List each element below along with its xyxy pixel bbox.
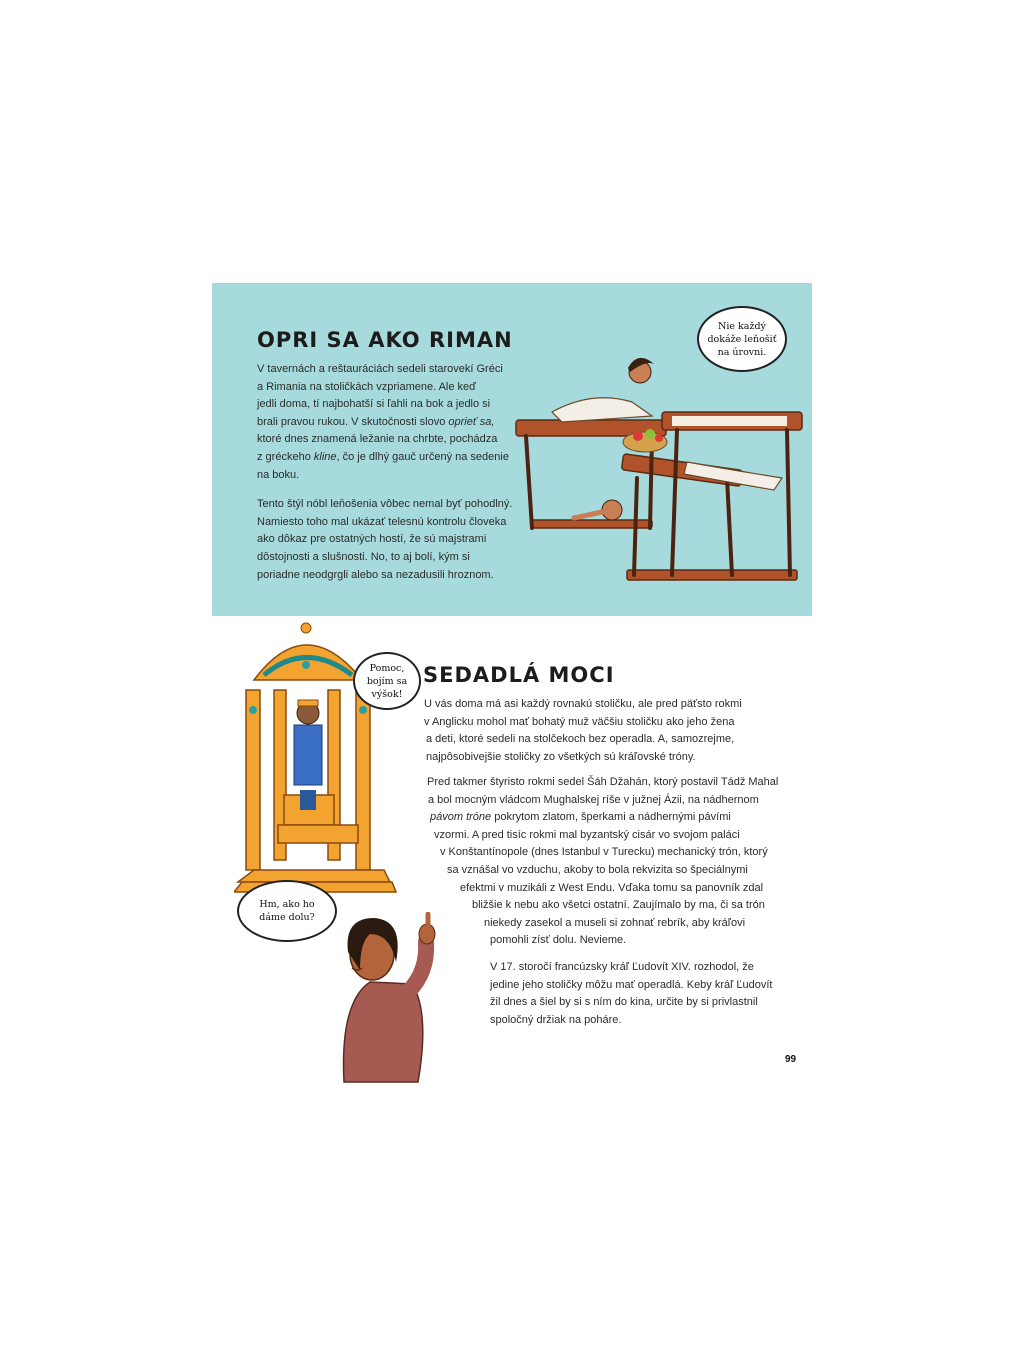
roman-section-text — [257, 361, 512, 592]
bubble-line: Nie každý — [718, 320, 766, 332]
bubble-line: dáme dolu? — [259, 912, 315, 923]
pointing-man-illustration — [330, 912, 450, 1084]
thrones-section-text — [424, 696, 742, 774]
text-run: z gréckeho — [257, 450, 314, 463]
text-line: efektmi v muzikáli z West Endu. Vďaka tomu sa panovník zdal — [460, 881, 764, 894]
text-line: v Anglicku mohol mať bohatý muž väčšiu stoličku ako jeho žena — [424, 715, 735, 728]
text-line — [257, 414, 512, 432]
thrones-section-text-2 — [424, 774, 778, 958]
page-number: 99 — [785, 1054, 797, 1065]
speech-bubble-man — [237, 880, 337, 942]
bubble-line: Hm, ako ho — [259, 899, 315, 910]
text-line: Tento štýl nóbl leňošenia vôbec nemal byť pohodlný. — [257, 498, 513, 511]
text-line: dôstojnosti a slušnosti. No, to aj bolí, kým si — [257, 550, 470, 563]
speech-bubble-roman — [697, 306, 787, 372]
text-run: brali pravou rukou. V skutočnosti slovo — [257, 415, 449, 428]
text-line: jedine jeho stoličky môžu mať operadlá. Keby kráľ Ľudovít — [490, 978, 773, 991]
bubble-line: bojím sa — [366, 675, 408, 687]
text-run: , čo je dlhý gauč určený na sedenie — [336, 450, 509, 463]
text-line: V 17. storočí francúzsky kráľ Ľudovít XIV. rozhodol, že — [490, 961, 754, 973]
section-title-thrones: SEDADLÁ MOCI — [423, 663, 615, 687]
section-title-roman: OPRI SA AKO RIMAN — [257, 328, 513, 352]
italic-term: kline — [313, 450, 337, 463]
text-line: Pred takmer štyristo rokmi sedel Šáh Džahán, ktorý postavil Tádž Mahal — [427, 776, 779, 788]
text-line: ako dôkaz pre ostatných hostí, že sú majstrami — [257, 533, 487, 546]
text-line: a deti, ktoré sedeli na stolčekoch bez operadla. A, samozrejme, — [426, 733, 735, 746]
paragraph — [490, 959, 772, 1029]
bubble-text — [707, 320, 776, 359]
text-line: ktoré dnes znamená ležanie na chrbte, pochádza — [257, 433, 498, 446]
speech-bubble-king — [353, 652, 421, 710]
thrones-section-text-3 — [490, 959, 772, 1037]
text-line: Namiesto toho mal ukázať telesnú kontrolu človeka — [257, 515, 507, 528]
text-line: najpôsobivejšie stoličky zo všetkých sú kráľovské tróny. — [426, 750, 696, 763]
paragraph — [257, 361, 512, 484]
text-line: pomohli zísť dolu. Nevieme. — [490, 934, 627, 947]
text-line — [257, 449, 512, 467]
text-line: V tavernách a reštauráciách sedeli starovekí Gréci — [257, 363, 503, 375]
bubble-line: výšok! — [371, 688, 403, 700]
text-line: na boku. — [257, 468, 300, 481]
text-line: spoločný držiak na poháre. — [490, 1013, 622, 1026]
bubble-line: na úrovni. — [717, 346, 767, 358]
italic-term: oprieť sa, — [448, 415, 495, 428]
text-line: jedli doma, tí najbohatší si ľahli na bok a jedlo si — [257, 398, 491, 411]
text-line — [424, 809, 778, 827]
bubble-line: Pomoc, — [369, 662, 405, 674]
text-line: bližšie k nebu ako všetci ostatní. Zaujímalo by ma, či sa trón — [472, 899, 765, 912]
text-line: a Rimania na stoličkách vzpriamene. Ale keď — [257, 380, 476, 393]
text-line: niekedy zasekol a museli si zohnať rebrík, aby kráľovi — [484, 916, 746, 929]
text-line: vzormi. A pred tisíc rokmi mal byzantský cisár vo svojom paláci — [434, 828, 740, 841]
text-line: a bol mocným vládcom Mughalskej ríše v južnej Ázii, na nádhernom — [428, 793, 759, 806]
text-line: v Konštantínopole (dnes Istanbul v Turecku) mechanický trón, ktorý — [440, 846, 768, 859]
text-line: U vás doma má asi každý rovnakú stoličku, ale pred päťsto rokmi — [424, 698, 742, 710]
text-line: žil dnes a šiel by si s ním do kina, určite by si privlastnil — [490, 996, 758, 1009]
text-run: pokrytom zlatom, šperkami a nádhernými pávími — [491, 811, 731, 824]
text-line: sa vznášal vo vzduchu, akoby to bola rekvizita so špeciálnymi — [447, 863, 748, 876]
roman-couches-illustration — [512, 350, 812, 600]
italic-term: pávom tróne — [430, 811, 492, 824]
paragraph — [424, 696, 742, 766]
bubble-text — [259, 898, 314, 924]
bubble-text — [367, 662, 407, 701]
paragraph — [257, 496, 512, 584]
bubble-line: dokáže leňošiť — [707, 333, 777, 345]
text-line: poriadne neodgrgli alebo sa nezadusili hroznom. — [257, 568, 494, 581]
paragraph — [424, 774, 778, 950]
